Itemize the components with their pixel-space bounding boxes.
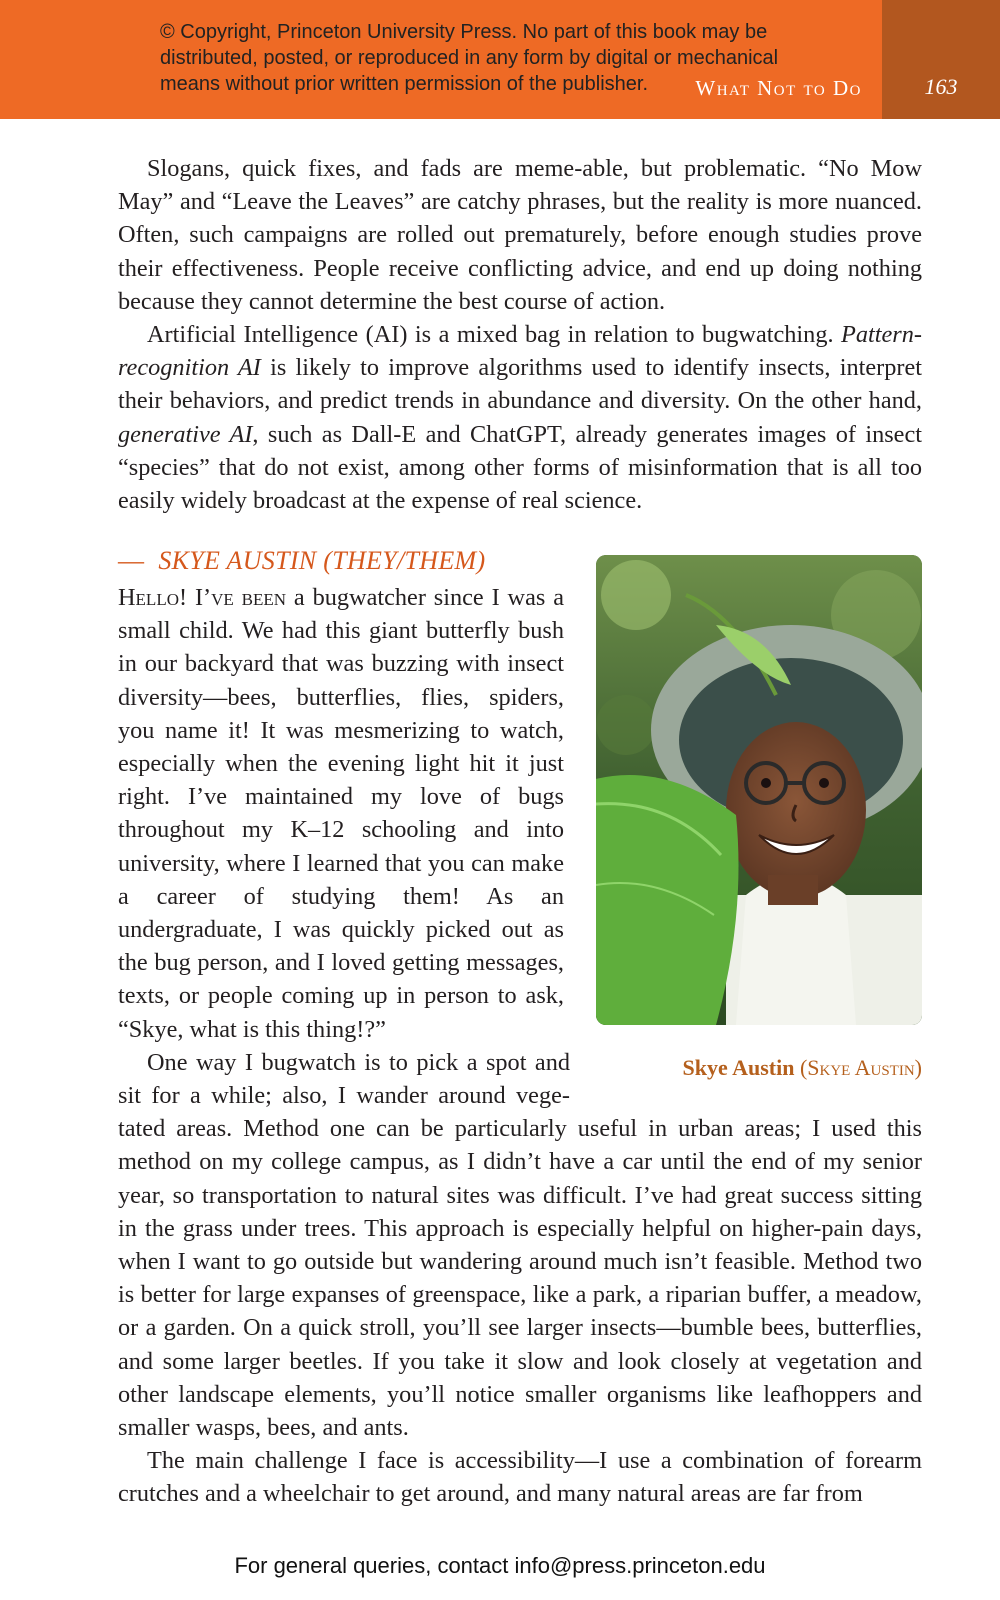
body-text-top <box>118 152 922 517</box>
page-number-box <box>882 0 1000 119</box>
profile-byline <box>118 546 485 576</box>
running-head: What Not to Do <box>695 76 862 100</box>
profile-paragraph: Hello! I’ve been a bugwatcher since I was a small child. We had this giant butterfly bush in our backyard that was buzzing with insect diversity—bees, butterflies, flies, spiders, you name it! It was mesmerizing to watch, especially when the evening light hit it just right. I’ve maintained my love of bugs throughout my K–12 schooling and into university, where I learned that you can make a career of studying them! As an undergraduate, I was quickly picked out as the bug person, and I loved getting messages, texts, or people coming up in person to ask, “Skye, what is this thing!?” <box>118 584 564 1043</box>
copyright-line: distributed, posted, or reproduced in any form by digital or mechanical <box>160 47 779 69</box>
body-paragraph: Slogans, quick fixes, and fads are meme-able, but problematic. “No Mow May” and “Leave the Leaves” are catchy phrases, but the reality is more nuanced. Often, such campaigns are rolled out prematurely, before enough studies prove their effectiveness. People receive conflicting advice, and end up doing nothing because they cannot determine the best course of action. <box>118 155 922 315</box>
page-number: 163 <box>924 74 958 99</box>
photo-caption <box>683 1055 922 1081</box>
intro-smallcaps: Hello! I’ve been <box>118 584 287 611</box>
caption-credit: (Skye Austin) <box>799 1055 922 1080</box>
copyright-line: © Copyright, Princeton University Press. No part of this book may be <box>160 21 768 43</box>
body-paragraph: Artificial Intelligence (AI) is a mixed bag in relation to bugwatching. Pattern-recognition AI is likely to improve algorithms used to identify insects, interpret their behaviors, and predict trends in abundance and diversity. On the other hand, generative AI, such as Dall-E and ChatGPT, already generates images of insect “species” that do not exist, among other forms of misinformation that is all too easily widely broadcast at the expense of real science. <box>118 321 922 515</box>
byline-name: SKYE AUSTIN (THEY/THEM) <box>158 546 486 575</box>
caption-name: Skye Austin <box>682 1055 795 1080</box>
profile-paragraph: One way I bugwatch is to pick a spot and sit for a while; also, I wander around vegetated areas. Method one can be particularly useful in urban areas; I used this method on my college campus, as I didn’t have a car until the end of my senior year, so transportation to natural sites was difficult. I’ve had great success sitting in the grass under trees. This approach is especially helpful on higher-pain days, when I want to go outside but wandering around much isn’t feasible. Method two is better for large expanses of greenspace, like a park, a riparian buffer, a meadow, or a garden. On a quick stroll, you’ll see larger insects—bumble bees, butterflies, and some larger beetles. If you take it slow and look closely at vegetation and other landscape elements, you’ll notice smaller organisms like leafhoppers and smaller wasps, bees, and ants. <box>118 1046 922 1444</box>
profile-paragraph: The main challenge I face is accessibility—I use a combination of forearm crutches and a wheelchair to get around, and many natural areas are far from <box>118 1447 922 1508</box>
profile-text <box>118 581 922 1511</box>
footer-contact: For general queries, contact info@press.princeton.edu <box>234 1553 766 1578</box>
copyright-line: means without prior written permission of the publisher. <box>160 73 649 95</box>
byline-dash: — <box>118 546 145 575</box>
